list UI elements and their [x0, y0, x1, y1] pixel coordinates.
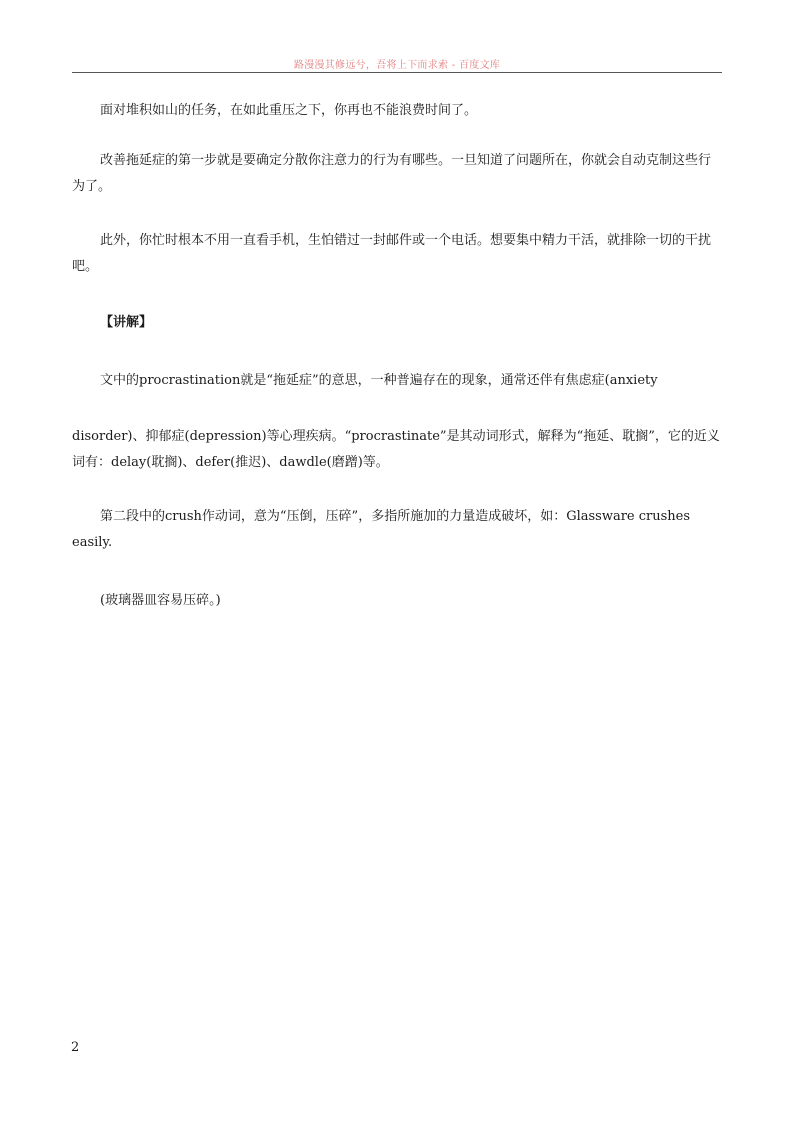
section-heading: 【讲解】: [100, 315, 153, 330]
paragraph-6: 第二段中的crush作动词，意为“压倒，压碎”，多指所施加的力量造成破坏，如：Glassware crushes easily.: [72, 509, 691, 550]
paragraph-2: 改善拖延症的第一步就是要确定分散你注意力的行为有哪些。一旦知道了问题所在，你就会自动克制这些行为了。: [72, 153, 712, 194]
paragraph-5: disorder)、抑郁症(depression)等心理疾病。“procrastinate”是其动词形式，解释为“拖延、耽搁”，它的近义词有：delay(耽搁)、defer(推迟)、dawdle(磨蹭)等。: [72, 429, 720, 470]
paragraph-7: (玻璃器皿容易压碎。): [100, 593, 221, 608]
header-watermark: 路漫漫其修远兮，吾将上下而求索 - 百度文库: [293, 60, 501, 71]
paragraph-3: 此外，你忙时根本不用一直看手机，生怕错过一封邮件或一个电话。想要集中精力干活，就排除一切的干扰吧。: [72, 233, 712, 274]
paragraph-4: 文中的procrastination就是“拖延症”的意思，一种普遍存在的现象，通常还伴有焦虑症(anxiety: [100, 373, 658, 388]
page-number: 2: [71, 1040, 80, 1055]
header-rule: [72, 72, 722, 73]
paragraph-1: 面对堆积如山的任务，在如此重压之下，你再也不能浪费时间了。: [100, 103, 478, 118]
